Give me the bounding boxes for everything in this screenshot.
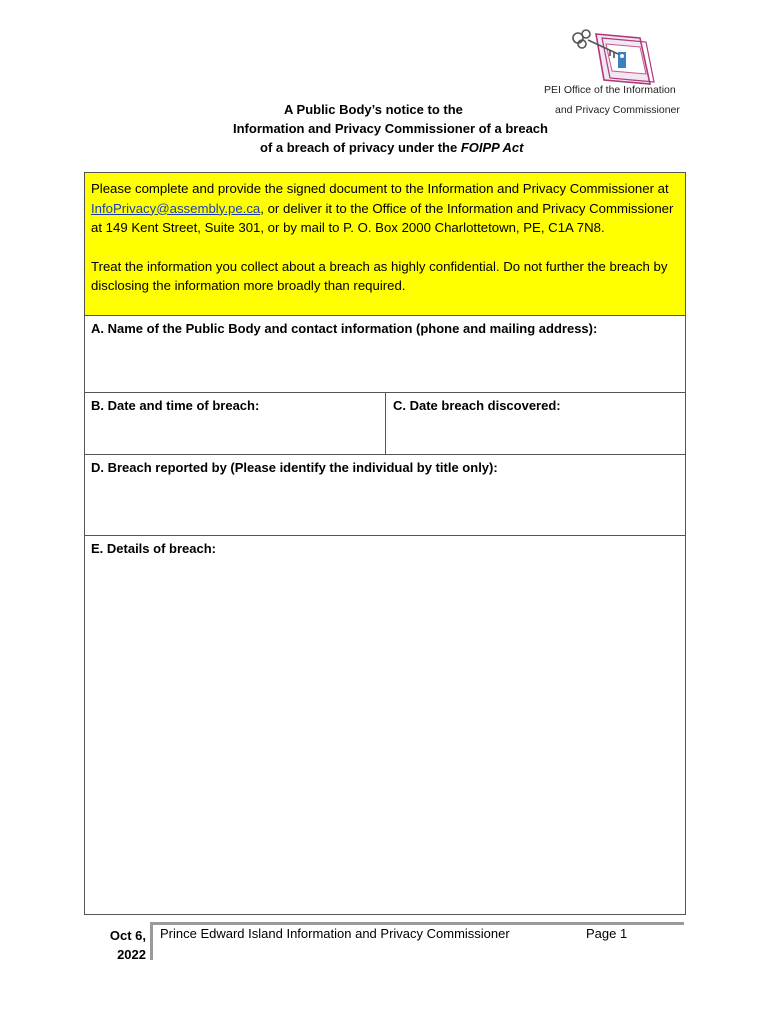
document-title-line2: Information and Privacy Commissioner of a breach [233,121,548,136]
instructions-text-1: Please complete and provide the signed document to the Information and Privacy Commissioner at [91,181,669,196]
act-name: FOIPP Act [460,140,524,155]
office-name-line1: PEI Office of the Information [544,84,676,96]
office-name-line2: and Privacy Commissioner [555,104,680,116]
document-title-line1: A Public Body’s notice to the [284,102,463,117]
title-line3-text: of a breach of privacy under the [260,140,461,155]
section-e-label: E. Details of breach: [91,541,216,556]
footer-date [96,926,146,964]
section-d-label: D. Breach reported by (Please identify the individual by title only): [91,460,498,475]
footer-date-line1: Oct 6, [109,928,146,943]
breach-notice-form [84,172,686,915]
instructions-box [85,173,685,316]
pei-ipc-logo [566,24,662,86]
instructions-paragraph-1 [91,179,679,238]
section-b-label: B. Date and time of breach: [91,398,260,413]
section-bc-row [85,393,685,455]
footer-divider [150,922,153,960]
footer-date-line2: 2022 [117,947,146,962]
section-c-field[interactable] [386,393,685,454]
section-a-field[interactable] [85,316,685,393]
instructions-paragraph-2: Treat the information you collect about a breach as highly confidential. Do not further the breach by disclosing the information more broadly than required. [91,258,668,294]
page-number: Page 1 [586,926,628,941]
document-title-line3 [260,140,523,155]
section-a-label: A. Name of the Public Body and contact information (phone and mailing address): [91,321,598,336]
section-b-field[interactable] [85,393,385,454]
email-link[interactable]: InfoPrivacy@assembly.pe.ca [91,200,261,216]
footer-organization: Prince Edward Island Information and Privacy Commissioner [160,926,510,941]
footer-rule [150,922,684,925]
instructions-text-2: , or deliver it to the Office of the Information and Privacy Commissioner at 149 Kent Street, Suite 301, or by mail to P. O. Box 2000 Charlottetown, PE, C1A 7N8. [91,200,674,236]
section-d-field[interactable] [85,455,685,536]
section-c-label: C. Date breach discovered: [393,398,561,413]
section-e-field[interactable] [85,536,685,914]
